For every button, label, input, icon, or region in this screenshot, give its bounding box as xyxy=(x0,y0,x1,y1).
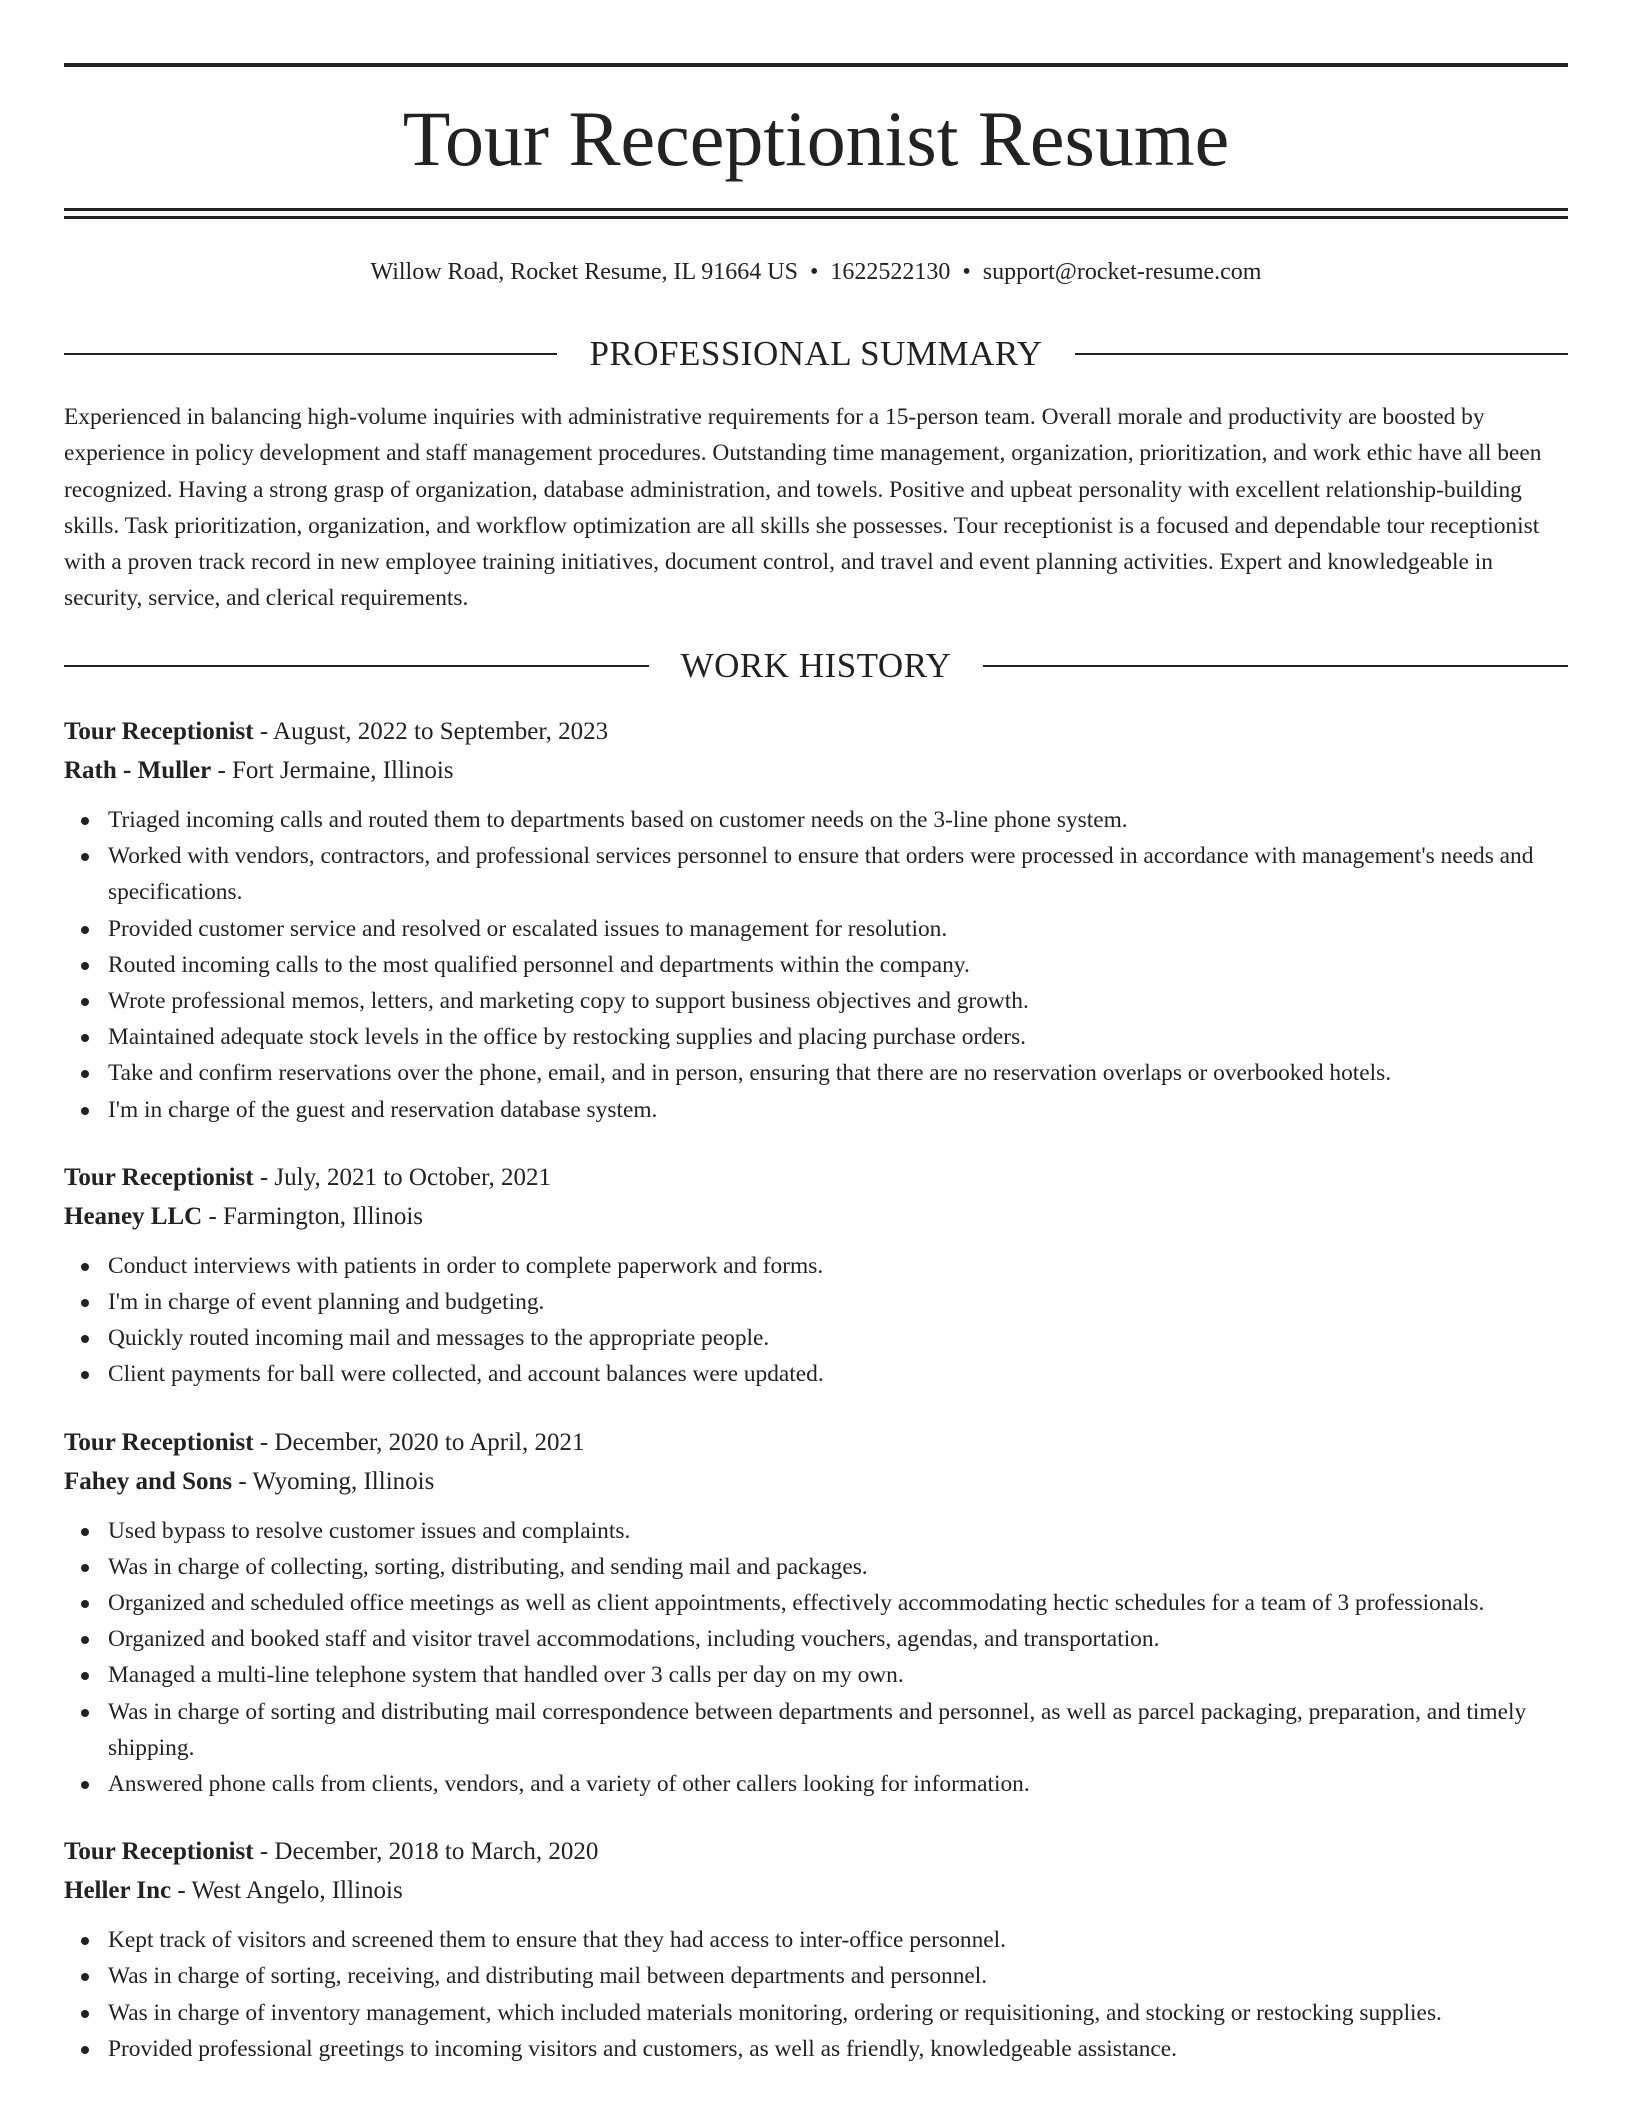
job-duties-list xyxy=(64,1513,1568,1803)
bullet-icon xyxy=(81,926,89,934)
job-duties-list xyxy=(64,1248,1568,1393)
job-title-line xyxy=(64,1423,1568,1462)
job-duty-text: Provided customer service and resolved or escalated issues to management for resolution. xyxy=(108,915,948,942)
job-dates: - December, 2018 to March, 2020 xyxy=(253,1838,599,1866)
job-duty-item xyxy=(64,1621,1568,1657)
job-duty-text: Was in charge of sorting, receiving, and distributing mail between departments and personnel. xyxy=(108,1963,988,1990)
title-rule-upper xyxy=(64,208,1568,211)
job-duty-item xyxy=(64,1657,1568,1693)
job-company-line xyxy=(64,1197,1568,1236)
bullet-icon xyxy=(81,1528,89,1536)
job-duty-item xyxy=(64,2031,1568,2067)
bullet-icon xyxy=(81,1600,89,1608)
bullet-icon xyxy=(81,1335,89,1343)
job-duty-text: Kept track of visitors and screened them to ensure that they had access to inter-office personnel. xyxy=(108,1927,1007,1954)
job-dates: - July, 2021 to October, 2021 xyxy=(253,1163,551,1191)
job-duty-item xyxy=(64,1055,1568,1091)
work-history-list xyxy=(64,712,1568,2097)
job-title: Tour Receptionist xyxy=(64,718,254,745)
job-company: Heller Inc xyxy=(64,1877,172,1905)
job-entry xyxy=(64,1832,1568,2067)
contact-address: Willow Road, Rocket Resume, IL 91664 US xyxy=(370,259,798,285)
job-location: - West Angelo, Illinois xyxy=(171,1877,403,1905)
heading-rule xyxy=(64,665,649,667)
job-title: Tour Receptionist xyxy=(64,1163,254,1191)
heading-rule xyxy=(64,353,557,355)
job-location: - Fort Jermaine, Illinois xyxy=(211,757,454,784)
job-title-line xyxy=(64,712,1568,751)
job-duty-text: Conduct interviews with patients in order to complete paperwork and forms. xyxy=(108,1252,824,1279)
title-rule-lower xyxy=(64,216,1568,219)
job-duties-list xyxy=(64,1922,1568,2067)
job-company-line xyxy=(64,1871,1568,1910)
job-company: Rath - Muller xyxy=(64,757,212,784)
bullet-icon xyxy=(81,1937,89,1945)
job-entry xyxy=(64,712,1568,1128)
bullet-icon xyxy=(81,1034,89,1042)
job-duty-item xyxy=(64,947,1568,983)
job-duty-item xyxy=(64,911,1568,947)
bullet-icon xyxy=(81,998,89,1006)
job-company-line xyxy=(64,751,1568,790)
job-dates: - December, 2020 to April, 2021 xyxy=(253,1428,585,1456)
bullet-icon xyxy=(81,1636,89,1644)
job-duty-item xyxy=(64,1958,1568,1994)
summary-section-heading xyxy=(64,332,1568,376)
job-duty-item xyxy=(64,1019,1568,1055)
contact-separator: • xyxy=(809,259,819,285)
job-duty-text: Was in charge of inventory management, which included materials monitoring, ordering or requisitioning, and stocking or restocking supplies. xyxy=(108,1999,1442,2026)
job-title: Tour Receptionist xyxy=(64,1428,254,1456)
job-duty-text: Routed incoming calls to the most qualified personnel and departments within the company. xyxy=(108,951,970,978)
job-duty-text: Triaged incoming calls and routed them to departments based on customer needs on the 3-line phone system. xyxy=(108,807,1128,833)
job-title-line xyxy=(64,1158,1568,1197)
summary-heading: PROFESSIONAL SUMMARY xyxy=(589,334,1043,373)
job-duty-text: Was in charge of collecting, sorting, distributing, and sending mail and packages. xyxy=(108,1553,868,1580)
bullet-icon xyxy=(81,1672,89,1680)
bullet-icon xyxy=(81,1973,89,1981)
job-duty-text: Organized and booked staff and visitor travel accommodations, including vouchers, agendas, and transportation. xyxy=(108,1626,1160,1653)
contact-email: support@rocket-resume.com xyxy=(982,259,1262,285)
job-duty-text: Take and confirm reservations over the phone, email, and in person, ensuring that there are no reservation overlaps or overbooked hotels. xyxy=(108,1060,1392,1087)
job-duty-item xyxy=(64,1513,1568,1549)
contact-line xyxy=(64,254,1568,290)
bullet-icon xyxy=(81,1299,89,1307)
bullet-icon xyxy=(81,1371,89,1379)
job-duty-text: Managed a multi-line telephone system that handled over 3 calls per day on my own. xyxy=(108,1662,904,1689)
job-duty-text: Maintained adequate stock levels in the office by restocking supplies and placing purchase orders. xyxy=(108,1024,1027,1051)
job-company: Heaney LLC xyxy=(64,1202,203,1230)
job-duty-text: Was in charge of sorting and distributing mail correspondence between departments and personnel, as well as parcel packaging, preparation, and timely shipping. xyxy=(108,1698,1527,1761)
contact-separator: • xyxy=(962,259,971,285)
job-duty-text: Used bypass to resolve customer issues and complaints. xyxy=(108,1517,631,1544)
summary-text: Experienced in balancing high-volume inquiries with administrative requirements for a 15-person team. Overall morale and productivity are boosted by experience in policy development and staff management procedures. Outstanding time management, organization, prioritization, and work ethic have all been recognized. Having a strong grasp of organization, database administration, and towels. Positive and upbeat personality with excellent relationship-building skills. Task prioritization, organization, and workflow optimization are all skills she possesses. Tour receptionist is a focused and dependable tour receptionist with a proven track record in new employee training initiatives, document control, and travel and event planning activities. Expert and knowledgeable in security, service, and clerical requirements. xyxy=(64,404,1542,612)
work-history-heading: WORK HISTORY xyxy=(680,646,952,685)
bullet-icon xyxy=(81,962,89,970)
job-duty-item xyxy=(64,1549,1568,1585)
job-location: - Wyoming, Illinois xyxy=(232,1467,435,1495)
job-duty-item xyxy=(64,1922,1568,1958)
bullet-icon xyxy=(81,1070,89,1078)
bullet-icon xyxy=(81,1263,89,1271)
top-rule xyxy=(64,63,1568,67)
job-title-line xyxy=(64,1832,1568,1871)
job-duty-text: Wrote professional memos, letters, and marketing copy to support business objectives and growth. xyxy=(108,988,1029,1015)
job-duty-text: Organized and scheduled office meetings as well as client appointments, effectively accommodating hectic schedules for a team of 3 professionals. xyxy=(108,1590,1485,1617)
job-duty-item xyxy=(64,1284,1568,1320)
job-duty-text: I'm in charge of event planning and budgeting. xyxy=(108,1289,545,1316)
resume-title: Tour Receptionist Resume xyxy=(402,95,1230,182)
job-duty-item xyxy=(64,1320,1568,1356)
work-history-section-heading xyxy=(64,644,1568,688)
job-title: Tour Receptionist xyxy=(64,1838,254,1866)
bullet-icon xyxy=(81,1709,89,1717)
job-location: - Farmington, Illinois xyxy=(202,1202,424,1230)
bullet-icon xyxy=(81,1107,89,1115)
job-duty-item xyxy=(64,1585,1568,1621)
contact-phone: 1622522130 xyxy=(830,259,951,285)
bullet-icon xyxy=(81,1781,89,1789)
job-entry xyxy=(64,1158,1568,1393)
bullet-icon xyxy=(81,2010,89,2018)
job-duty-item xyxy=(64,838,1568,910)
job-duty-item xyxy=(64,802,1568,838)
heading-rule xyxy=(1075,353,1568,355)
job-duty-item xyxy=(64,983,1568,1019)
job-duties-list xyxy=(64,802,1568,1128)
job-duty-item xyxy=(64,1694,1568,1766)
job-duty-text: I'm in charge of the guest and reservation database system. xyxy=(108,1096,658,1123)
bullet-icon xyxy=(81,853,89,861)
heading-rule xyxy=(983,665,1568,667)
job-duty-item xyxy=(64,1356,1568,1392)
job-duty-item xyxy=(64,1995,1568,2031)
job-duty-item xyxy=(64,1248,1568,1284)
job-dates: - August, 2022 to September, 2023 xyxy=(253,718,609,745)
job-duty-text: Quickly routed incoming mail and messages to the appropriate people. xyxy=(108,1325,770,1352)
job-duty-text: Answered phone calls from clients, vendors, and a variety of other callers looking for information. xyxy=(108,1771,1030,1798)
job-company: Fahey and Sons xyxy=(64,1467,233,1495)
job-duty-item xyxy=(64,1766,1568,1802)
bullet-icon xyxy=(81,2046,89,2054)
job-entry xyxy=(64,1423,1568,1803)
job-duty-text: Worked with vendors, contractors, and professional services personnel to ensure that orders were processed in accordance with management's needs and specifications. xyxy=(108,843,1534,906)
job-duty-item xyxy=(64,1092,1568,1128)
bullet-icon xyxy=(81,1564,89,1572)
job-duty-text: Client payments for ball were collected, and account balances were updated. xyxy=(108,1361,824,1388)
job-duty-text: Provided professional greetings to incoming visitors and customers, as well as friendly, knowledgeable assistance. xyxy=(108,2035,1178,2062)
job-company-line xyxy=(64,1462,1568,1501)
bullet-icon xyxy=(81,817,89,825)
